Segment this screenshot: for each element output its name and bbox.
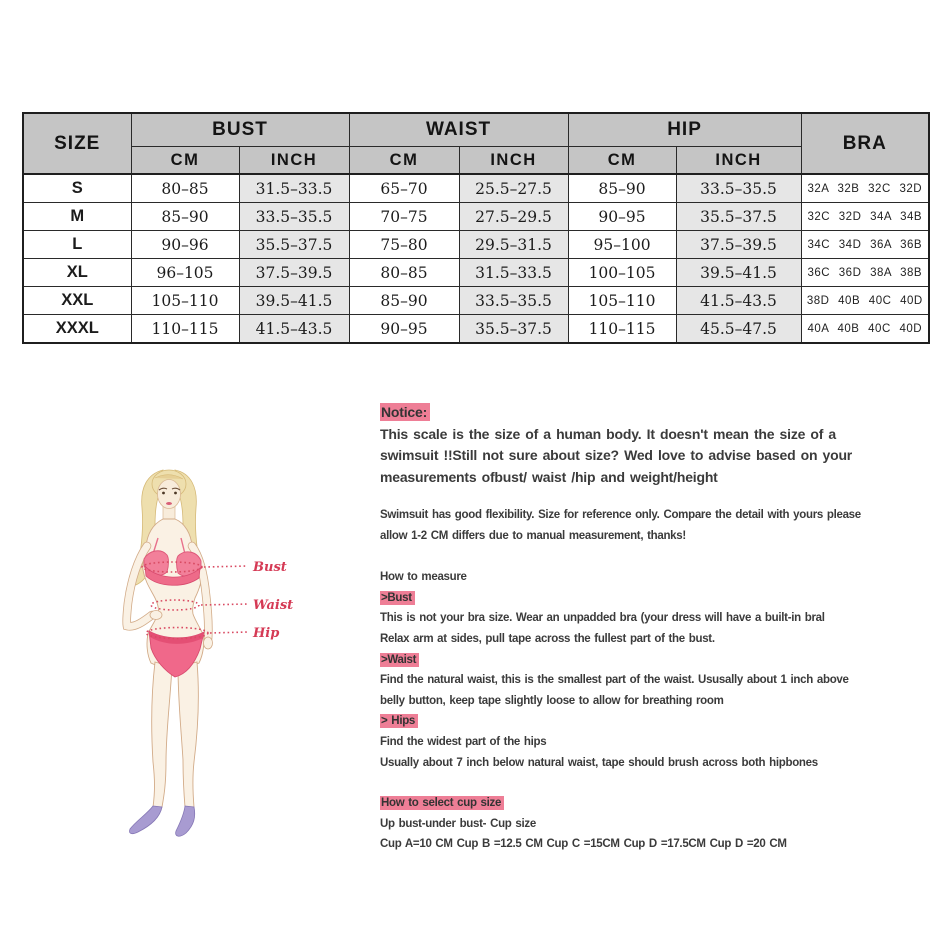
bra-value: 34C 34D 36A 36B	[801, 231, 929, 259]
bra-value: 32C 32D 34A 34B	[801, 203, 929, 231]
cup-size-heading: How to select cup size	[380, 796, 504, 810]
bust-cm-value: 105–110	[131, 287, 239, 315]
spacer	[380, 488, 942, 505]
hip-cm-value: 100–105	[568, 259, 676, 287]
waist-inch-value: 29.5–31.5	[459, 231, 568, 259]
bra-value: 38D 40B 40C 40D	[801, 287, 929, 315]
bust-heading-line	[380, 588, 942, 609]
bust-inch-value: 31.5–33.5	[239, 174, 349, 203]
cup-size-heading-line	[380, 793, 942, 814]
notice-line-2: swimsuit !!Still not sure about size? Wed love to advise based on your	[380, 447, 853, 463]
bust-line-1: This is not your bra size. Wear an unpadded bra (your dress will have a built-in bral	[380, 612, 825, 625]
bust-inch-value: 41.5–43.5	[239, 315, 349, 344]
col-header-size: SIZE	[23, 113, 131, 174]
col-header-bra: BRA	[801, 113, 929, 174]
waist-cm-value: 90–95	[349, 315, 459, 344]
hip-inch-value: 35.5–37.5	[676, 203, 801, 231]
subheader-hip-cm: CM	[568, 147, 676, 175]
flexibility-line-1: Swimsuit has good flexibility. Size for reference only. Compare the detail with yours please	[380, 509, 861, 521]
notice-heading: Notice:	[380, 403, 430, 421]
hip-inch-value: 39.5–41.5	[676, 259, 801, 287]
bust-section-heading: >Bust	[380, 591, 415, 605]
bust-leader-line	[204, 566, 248, 567]
size-table	[22, 112, 930, 344]
bust-inch-value: 35.5–37.5	[239, 231, 349, 259]
waist-cm-value: 70–75	[349, 203, 459, 231]
subheader-waist-inch: INCH	[459, 147, 568, 175]
subheader-waist-cm: CM	[349, 147, 459, 175]
bust-line-2: Relax arm at sides, pull tape across the fullest part of the bust.	[380, 632, 715, 645]
bust-label: Bust	[253, 560, 287, 575]
flexibility-line-2: allow 1-2 CM differs due to manual measurement, thanks!	[380, 529, 686, 542]
hip-cm-value: 85–90	[568, 174, 676, 203]
size-value: XXXL	[23, 315, 131, 344]
col-header-waist: WAIST	[349, 113, 568, 147]
subheader-bust-cm: CM	[131, 147, 239, 175]
waist-section-heading: >Waist	[380, 653, 419, 667]
waist-cm-value: 75–80	[349, 231, 459, 259]
waist-line-2: belly button, keep tape slightly loose to allow for breathing room	[380, 694, 724, 707]
bra-value: 32A 32B 32C 32D	[801, 174, 929, 203]
col-header-hip: HIP	[568, 113, 801, 147]
hip-cm-value: 90–95	[568, 203, 676, 231]
table-row	[23, 315, 929, 344]
subheader-hip-inch: INCH	[676, 147, 801, 175]
col-header-bust: BUST	[131, 113, 349, 147]
notice-heading-line	[380, 402, 942, 424]
size-value: S	[23, 174, 131, 203]
cup-size-line-1: Up bust-under bust- Cup size	[380, 817, 536, 830]
size-value: M	[23, 203, 131, 231]
waist-heading-line	[380, 650, 942, 671]
how-to-measure-heading: How to measure	[380, 571, 467, 584]
notice-line-3: measurements ofbust/ waist /hip and weight/height	[380, 468, 718, 485]
notes-panel	[380, 402, 942, 855]
legs	[152, 662, 199, 807]
waist-label: Waist	[253, 598, 294, 613]
bust-cm-value: 110–115	[131, 315, 239, 344]
bra-value: 40A 40B 40C 40D	[801, 315, 929, 344]
notice-line-1: This scale is the size of a human body. It doesn't mean the size of a	[380, 425, 836, 442]
hip-label: Hip	[253, 626, 280, 641]
subheader-bust-inch: INCH	[239, 147, 349, 175]
table-row	[23, 287, 929, 315]
waist-inch-value: 25.5–27.5	[459, 174, 568, 203]
bust-cm-value: 90–96	[131, 231, 239, 259]
hip-leader-line	[210, 632, 248, 633]
waist-cm-value: 85–90	[349, 287, 459, 315]
waist-inch-value: 35.5–37.5	[459, 315, 568, 344]
hips-heading-line	[380, 711, 942, 732]
hip-cm-value: 110–115	[568, 315, 676, 344]
hip-inch-value: 33.5–35.5	[676, 174, 801, 203]
table-row	[23, 259, 929, 287]
bust-inch-value: 33.5–35.5	[239, 203, 349, 231]
shoes	[129, 806, 194, 836]
waist-line-1: Find the natural waist, this is the smallest part of the waist. Ususally about 1 inch above	[380, 674, 849, 687]
size-value: XL	[23, 259, 131, 287]
table-row	[23, 174, 929, 203]
bust-inch-value: 39.5–41.5	[239, 287, 349, 315]
table-row	[23, 231, 929, 259]
waist-inch-value: 33.5–35.5	[459, 287, 568, 315]
hips-line-2: Usually about 7 inch below natural waist, tape should brush across both hipbones	[380, 756, 818, 769]
hip-inch-value: 41.5–43.5	[676, 287, 801, 315]
waist-cm-value: 65–70	[349, 174, 459, 203]
spacer	[380, 546, 942, 567]
size-value: XXL	[23, 287, 131, 315]
waist-inch-value: 27.5–29.5	[459, 203, 568, 231]
hip-inch-value: 45.5–47.5	[676, 315, 801, 344]
measurement-figure	[105, 462, 340, 854]
hips-section-heading: > Hips	[380, 714, 418, 728]
woman-sketch-illustration	[105, 462, 340, 854]
bust-cm-value: 80–85	[131, 174, 239, 203]
spacer	[380, 773, 942, 793]
table-row	[23, 203, 929, 231]
bust-inch-value: 37.5–39.5	[239, 259, 349, 287]
hips-line-1: Find the widest part of the hips	[380, 735, 547, 748]
size-value: L	[23, 231, 131, 259]
hip-cm-value: 95–100	[568, 231, 676, 259]
hip-inch-value: 37.5–39.5	[676, 231, 801, 259]
bra-value: 36C 36D 38A 38B	[801, 259, 929, 287]
waist-inch-value: 31.5–33.5	[459, 259, 568, 287]
bust-cm-value: 96–105	[131, 259, 239, 287]
cup-size-line-2: Cup A=10 CM Cup B =12.5 CM Cup C =15CM Cup D =17.5CM Cup D =20 CM	[380, 838, 787, 851]
bust-cm-value: 85–90	[131, 203, 239, 231]
waist-cm-value: 80–85	[349, 259, 459, 287]
hip-cm-value: 105–110	[568, 287, 676, 315]
